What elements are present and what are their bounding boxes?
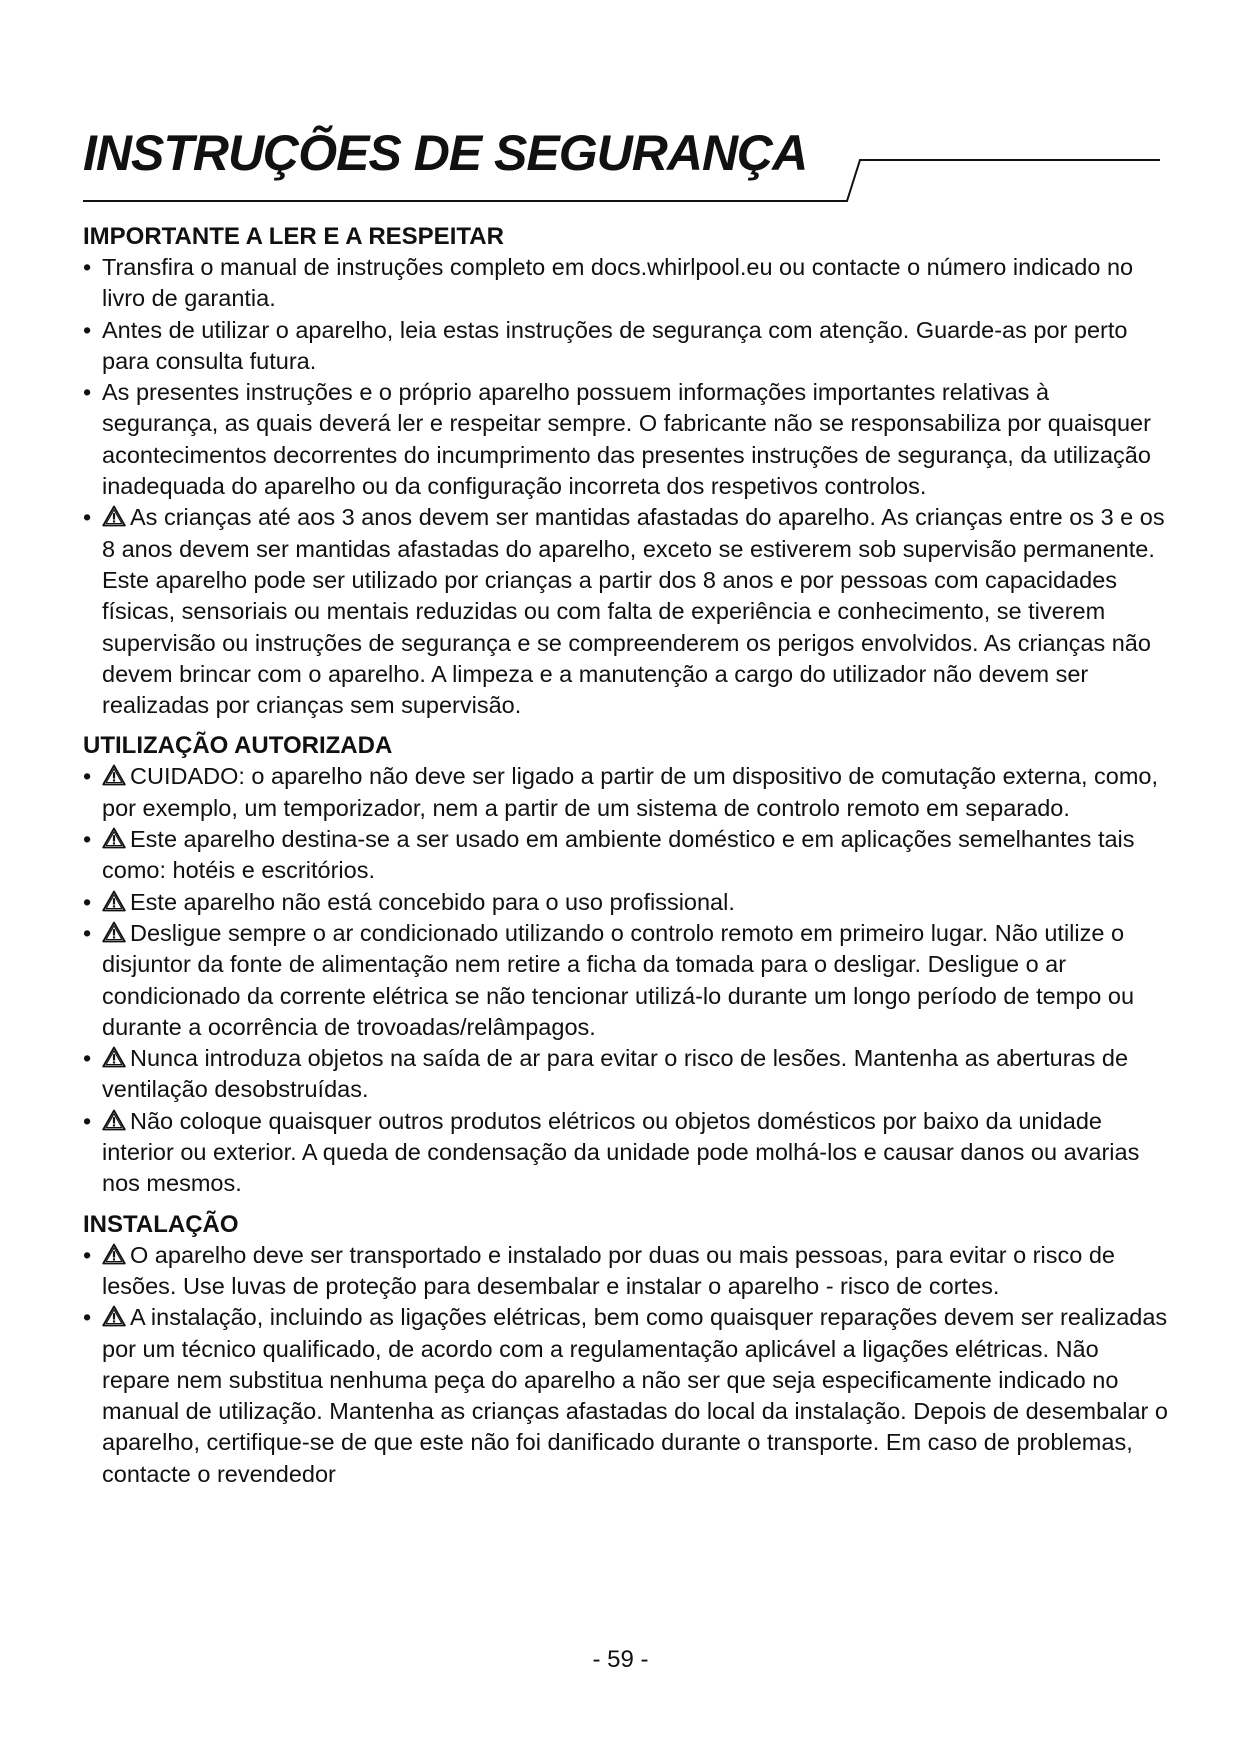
item-text: CUIDADO: o aparelho não deve ser ligado a partir de um dispositivo de comutação externa, como, por exemplo, um temporizador, nem a partir de um sistema de controlo remoto em separado. xyxy=(102,763,1159,821)
item-text: Antes de utilizar o aparelho, leia estas instruções de segurança com atenção. Guarde-as por perto para consulta futura. xyxy=(102,316,1128,374)
item-text: As crianças até aos 3 anos devem ser mantidas afastadas do aparelho. As crianças entre os 3 e os 8 anos devem ser mantidas afastadas do aparelho, exceto se estiverem sob supervisão permanente. Este aparelho pode ser utilizado por crianças a partir dos 8 anos e por pessoas com capacidades físicas, sensoriais ou mentais reduzidas ou com falta de experiência e conhecimento, se tiverem supervisão ou instruções de segurança e se compreenderem os perigos envolvidos. As crianças não devem brincar com o aparelho. A limpeza e a manutenção a cargo do utilizador não devem ser realizadas por crianças sem supervisão. xyxy=(102,504,1165,719)
section xyxy=(83,731,1168,1199)
section-heading: UTILIZAÇÃO AUTORIZADA xyxy=(83,732,393,760)
list-item xyxy=(83,1240,1168,1303)
warning-icon xyxy=(102,890,126,912)
list-item xyxy=(83,1043,1168,1106)
item-text: Desligue sempre o ar condicionado utilizando o controlo remoto em primeiro lugar. Não utilize o disjuntor da fonte de alimentação nem retire a ficha da tomada para o desligar. Desligue o ar condicionado da corrente elétrica se não tencionar utilizá-lo durante um longo período de tempo ou durante a ocorrência de trovoadas/relâmpagos. xyxy=(102,919,1135,1040)
bullet-icon: • xyxy=(83,1304,92,1331)
warning-icon xyxy=(102,827,126,849)
title-underline xyxy=(0,0,1241,210)
bullet-icon: • xyxy=(83,1107,92,1134)
bullet-icon: • xyxy=(83,379,92,406)
warning-icon xyxy=(102,505,126,527)
warning-icon xyxy=(102,921,126,943)
bullet-icon: • xyxy=(83,763,92,790)
bullet-icon: • xyxy=(83,826,92,853)
bullet-icon: • xyxy=(83,919,92,946)
warning-icon xyxy=(102,764,126,786)
bullet-icon: • xyxy=(83,888,92,915)
warning-icon xyxy=(102,1305,126,1327)
bullet-icon: • xyxy=(83,316,92,343)
item-text: Transfira o manual de instruções completo em docs.whirlpool.eu ou contacte o número indicado no livro de garantia. xyxy=(102,254,1134,312)
safety-instructions-body xyxy=(83,222,1168,1490)
bullet-icon: • xyxy=(83,1241,92,1268)
warning-icon xyxy=(102,1243,126,1265)
item-text: Este aparelho não está concebido para o uso profissional. xyxy=(130,888,735,915)
list-item xyxy=(83,918,1168,1043)
warning-icon xyxy=(102,1109,126,1131)
item-text: Este aparelho destina-se a ser usado em ambiente doméstico e em aplicações semelhantes tais como: hotéis e escritórios. xyxy=(102,826,1135,884)
list-item xyxy=(83,887,1168,918)
list-item xyxy=(83,761,1168,824)
list-item xyxy=(83,1106,1168,1200)
item-text: Nunca introduza objetos na saída de ar para evitar o risco de lesões. Mantenha as aberturas de ventilação desobstruídas. xyxy=(102,1045,1129,1103)
list-item xyxy=(83,315,1168,378)
page-title: INSTRUÇÕES DE SEGURANÇA xyxy=(83,125,808,181)
instruction-list xyxy=(83,761,1168,1199)
list-item xyxy=(83,824,1168,887)
item-text: O aparelho deve ser transportado e instalado por duas ou mais pessoas, para evitar o risco de lesões. Use luvas de proteção para desembalar e instalar o aparelho - risco de cortes. xyxy=(102,1241,1115,1299)
section xyxy=(83,222,1168,721)
bullet-icon: • xyxy=(83,1045,92,1072)
list-item xyxy=(83,1302,1168,1490)
bullet-icon: • xyxy=(83,254,92,280)
warning-icon xyxy=(102,1046,126,1068)
item-text: Não coloque quaisquer outros produtos elétricos ou objetos domésticos por baixo da unidade interior ou exterior. A queda de condensação da unidade pode molhá-los e causar danos ou avarias nos mesmos. xyxy=(102,1107,1140,1197)
list-item xyxy=(83,252,1168,315)
page-number: - 59 - xyxy=(592,1646,649,1673)
section-heading: INSTALAÇÃO xyxy=(83,1210,239,1238)
section-heading: IMPORTANTE A LER E A RESPEITAR xyxy=(83,223,504,250)
instruction-list xyxy=(83,1240,1168,1490)
item-text: As presentes instruções e o próprio aparelho possuem informações importantes relativas à segurança, as quais deverá ler e respeitar sempre. O fabricante não se responsabiliza por quaisquer acontecimentos decorrentes do incumprimento das presentes instruções de segurança, da utilização inadequada do aparelho ou da configuração incorreta dos respetivos controlos. xyxy=(102,379,1151,500)
bullet-icon: • xyxy=(83,504,92,531)
item-text: A instalação, incluindo as ligações elétricas, bem como quaisquer reparações devem ser realizadas por um técnico qualificado, de acordo com a regulamentação aplicável a ligações elétricas. Não repare nem substitua nenhuma peça do aparelho a não ser que seja especificamente indicado no manual de utilização. Mantenha as crianças afastadas do local da instalação. Depois de desembalar o aparelho, certifique-se de que este não foi danificado durante o transporte. Em caso de problemas, contacte o revendedor xyxy=(102,1304,1168,1487)
list-item xyxy=(83,377,1168,502)
instruction-list xyxy=(83,252,1168,721)
section xyxy=(83,1210,1168,1490)
list-item xyxy=(83,502,1168,721)
